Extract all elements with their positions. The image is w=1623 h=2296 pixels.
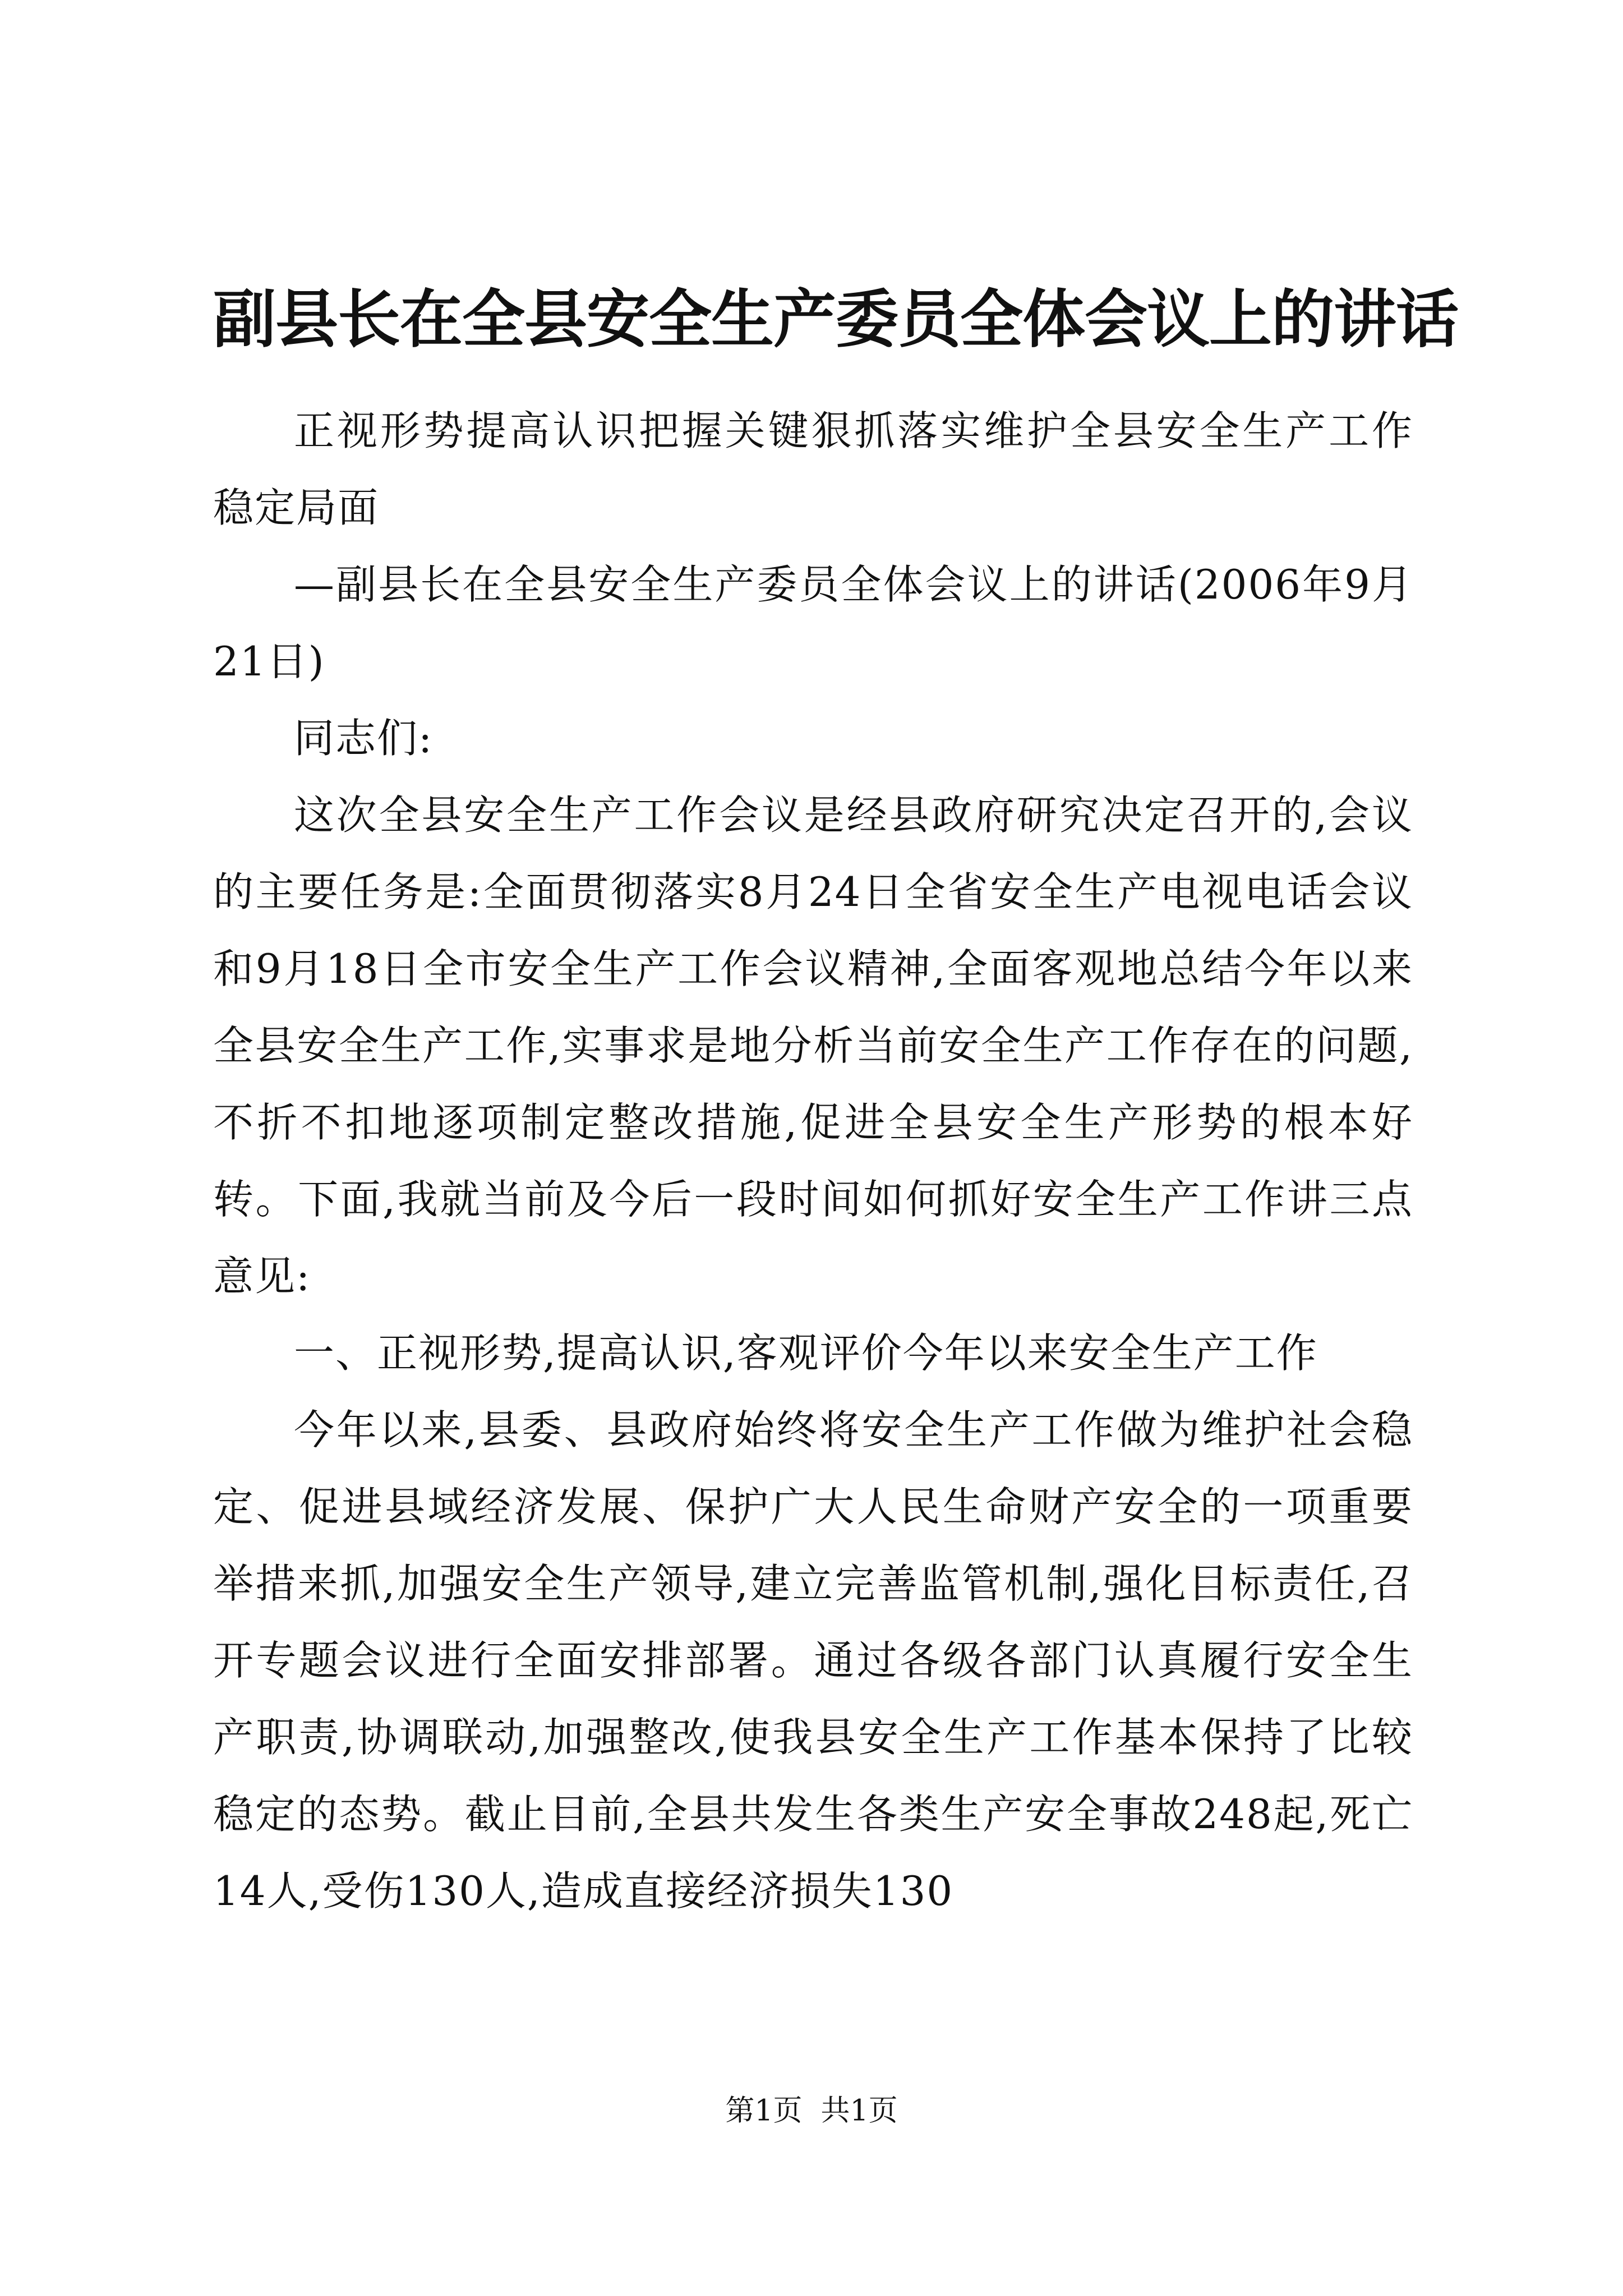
- speaker-date-paragraph: —副县长在全县安全生产委员全体会议上的讲话(2006年9月21日): [213, 561, 1413, 685]
- subtitle-paragraph: 正视形势提高认识把握关键狠抓落实维护全县安全生产工作稳定局面: [213, 407, 1413, 531]
- intro-paragraph: 这次全县安全生产工作会议是经县政府研究决定召开的,会议的主要任务是:全面贯彻落实8月24日全省安全生产电视电话会议和9月18日全市安全生产工作会议精神,全面客观地总结今年以来全县安全生产工作,实事求是地分析当前安全生产工作存在的问题,不折不扣地逐项制定整改措施,促进全县安全生产形势的根本好转。下面,我就当前及今后一段时间如何抓好安全生产工作讲三点意见:: [213, 792, 1413, 1300]
- section-paragraph: 今年以来,县委、县政府始终将安全生产工作做为维护社会稳定、促进县域经济发展、保护广大人民生命财产安全的一项重要举措来抓,加强安全生产领导,建立完善监管机制,强化目标责任,召开专题会议进行全面安排部署。通过各级各部门认真履行安全生产职责,协调联动,加强整改,使我县安全生产工作基本保持了比较稳定的态势。截止目前,全县共发生各类生产安全事故248起,死亡14人,受伤130人,造成直接经济损失130: [213, 1406, 1413, 1915]
- section-heading: 一、正视形势,提高认识,客观评价今年以来安全生产工作: [294, 1329, 1318, 1377]
- salutation-paragraph: 同志们:: [294, 715, 434, 762]
- document-title: 副县长在全县安全生产委员全体会议上的讲话: [213, 283, 1458, 356]
- document-body: [213, 393, 1413, 1930]
- page-footer: 第1页 共1页: [725, 2094, 898, 2128]
